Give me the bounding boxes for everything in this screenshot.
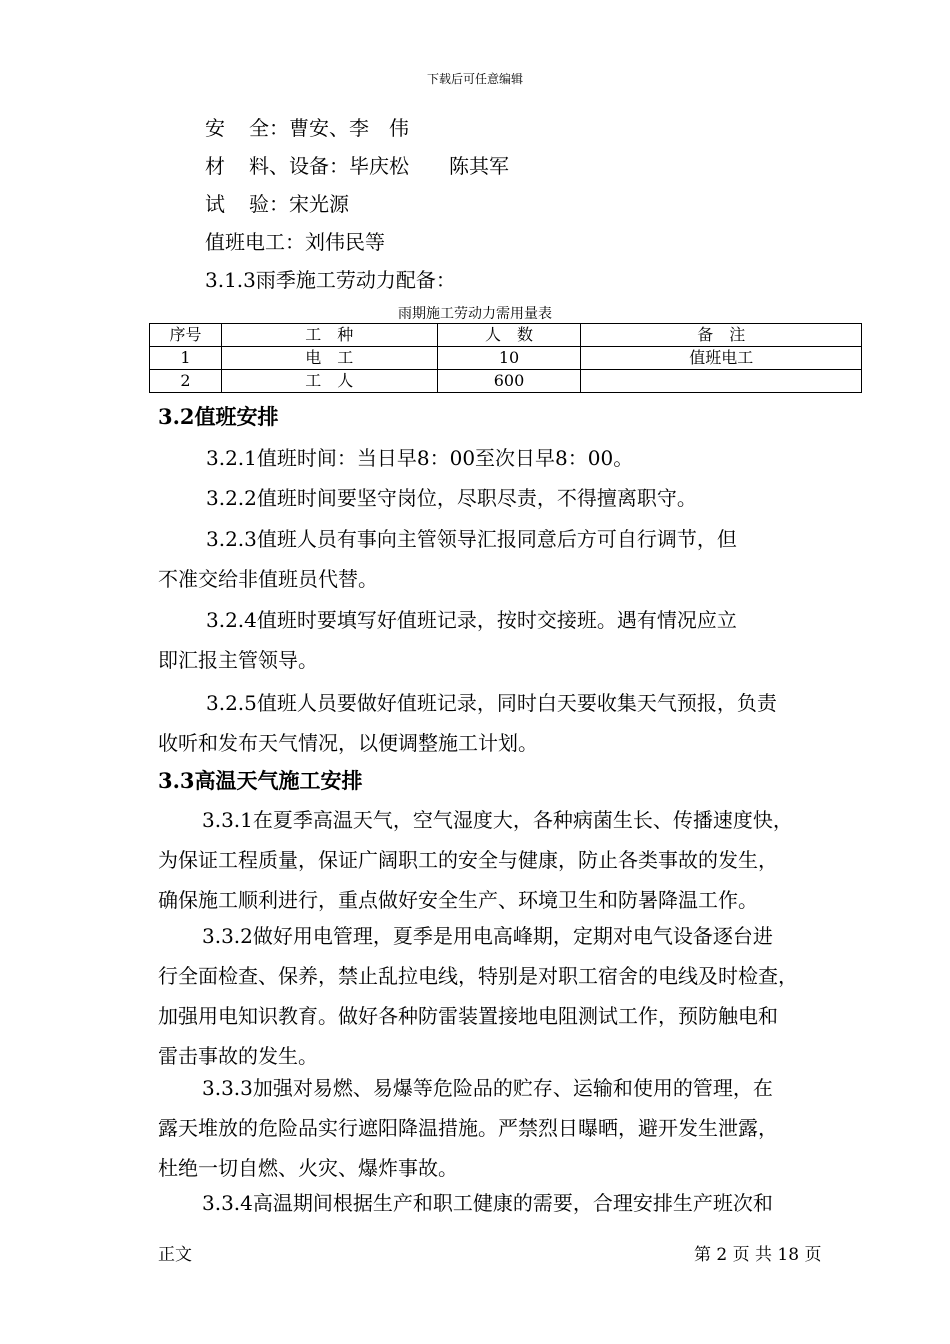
paragraph-332 bbox=[158, 916, 868, 1076]
section-33-heading: 3.3高温天气施工安排 bbox=[158, 768, 363, 793]
label-text: 验： bbox=[249, 192, 289, 216]
text-line: 行全面检查、保养，禁止乱拉电线，特别是对职工宿舍的电线及时检查， bbox=[158, 964, 798, 988]
paragraph-323 bbox=[158, 519, 868, 599]
personnel-safety bbox=[205, 116, 409, 140]
footer-label: 正文 bbox=[158, 1245, 192, 1265]
text-line: 即汇报主管领导。 bbox=[158, 648, 318, 672]
text-line: 杜绝一切自燃、火灾、爆炸事故。 bbox=[158, 1156, 458, 1180]
names: 刘伟民等 bbox=[305, 230, 385, 254]
label-char: 试 bbox=[205, 192, 225, 216]
paragraph-321 bbox=[158, 438, 868, 478]
name: 毕庆松 bbox=[349, 154, 409, 178]
personnel-testing bbox=[205, 192, 349, 216]
text-line: 3.3.2做好用电管理，夏季是用电高峰期，定期对电气设备逐台进 bbox=[202, 924, 773, 948]
paragraph-325 bbox=[158, 683, 868, 763]
paragraph-333 bbox=[158, 1068, 868, 1188]
text-line: 3.2.5值班人员要做好值班记录，同时白天要收集天气预报，负责 bbox=[206, 691, 777, 715]
text-line: 为保证工程质量，保证广阔职工的安全与健康，防止各类事故的发生， bbox=[158, 848, 778, 872]
text-line: 不准交给非值班员代替。 bbox=[158, 567, 378, 591]
text-line: 加强用电知识教育。做好各种防雷装置接地电阻测试工作，预防触电和 bbox=[158, 1004, 778, 1028]
paragraph-331 bbox=[158, 800, 868, 920]
table-header-cell: 序号 bbox=[150, 324, 222, 347]
label-char: 材 bbox=[205, 154, 225, 178]
names: 曹安、李 伟 bbox=[289, 116, 409, 140]
label-char: 全： bbox=[249, 116, 289, 140]
text-line: 3.3.3加强对易燃、易爆等危险品的贮存、运输和使用的管理，在 bbox=[202, 1076, 773, 1100]
section-313-title: 3.1.3雨季施工劳动力配备： bbox=[205, 268, 456, 292]
table-cell: 电 工 bbox=[221, 347, 437, 370]
text-line: 露天堆放的危险品实行遮阳降温措施。严禁烈日曝晒，避开发生泄露， bbox=[158, 1116, 778, 1140]
table-cell bbox=[581, 370, 862, 393]
text-line: 3.2.1值班时间：当日早8：00至次日早8：00。 bbox=[206, 446, 634, 470]
text-line: 3.2.4值班时要填写好值班记录，按时交接班。遇有情况应立 bbox=[206, 608, 737, 632]
table-cell: 600 bbox=[437, 370, 581, 393]
table-header-cell: 备 注 bbox=[581, 324, 862, 347]
text-line: 3.2.3值班人员有事向主管领导汇报同意后方可自行调节，但 bbox=[206, 527, 737, 551]
table-cell: 1 bbox=[150, 347, 222, 370]
table-caption: 雨期施工劳动力需用量表 bbox=[398, 306, 552, 322]
text-line: 3.3.4高温期间根据生产和职工健康的需要，合理安排生产班次和 bbox=[202, 1191, 773, 1215]
paragraph-322 bbox=[158, 478, 868, 518]
table-row bbox=[150, 347, 862, 370]
label-char: 安 bbox=[205, 116, 225, 140]
paragraph-334 bbox=[158, 1183, 868, 1223]
section-32-heading: 3.2值班安排 bbox=[158, 404, 279, 429]
page-header-note: 下载后可任意编辑 bbox=[426, 72, 523, 86]
table-cell: 2 bbox=[150, 370, 222, 393]
table-header-row bbox=[150, 324, 862, 347]
labor-table bbox=[149, 323, 862, 393]
personnel-electrician bbox=[205, 230, 385, 254]
label-text: 料、设备： bbox=[249, 154, 349, 178]
table-cell: 10 bbox=[437, 347, 581, 370]
text-line: 雷击事故的发生。 bbox=[158, 1044, 318, 1068]
names: 宋光源 bbox=[289, 192, 349, 216]
text-line: 收听和发布天气情况，以便调整施工计划。 bbox=[158, 731, 538, 755]
name: 陈其军 bbox=[449, 154, 509, 178]
table-header-cell: 工 种 bbox=[221, 324, 437, 347]
table-header-cell: 人 数 bbox=[437, 324, 581, 347]
text-line: 3.2.2值班时间要坚守岗位，尽职尽责，不得擅离职守。 bbox=[206, 486, 697, 510]
table-cell: 值班电工 bbox=[581, 347, 862, 370]
label-text: 值班电工： bbox=[205, 230, 305, 254]
table-cell: 工 人 bbox=[221, 370, 437, 393]
text-line: 确保施工顺利进行，重点做好安全生产、环境卫生和防暑降温工作。 bbox=[158, 888, 758, 912]
text-line: 3.3.1在夏季高温天气，空气湿度大，各种病菌生长、传播速度快， bbox=[202, 808, 793, 832]
table-row bbox=[150, 370, 862, 393]
paragraph-324 bbox=[158, 600, 868, 680]
personnel-materials bbox=[205, 154, 509, 178]
page-number: 第 2 页 共 18 页 bbox=[694, 1245, 822, 1265]
